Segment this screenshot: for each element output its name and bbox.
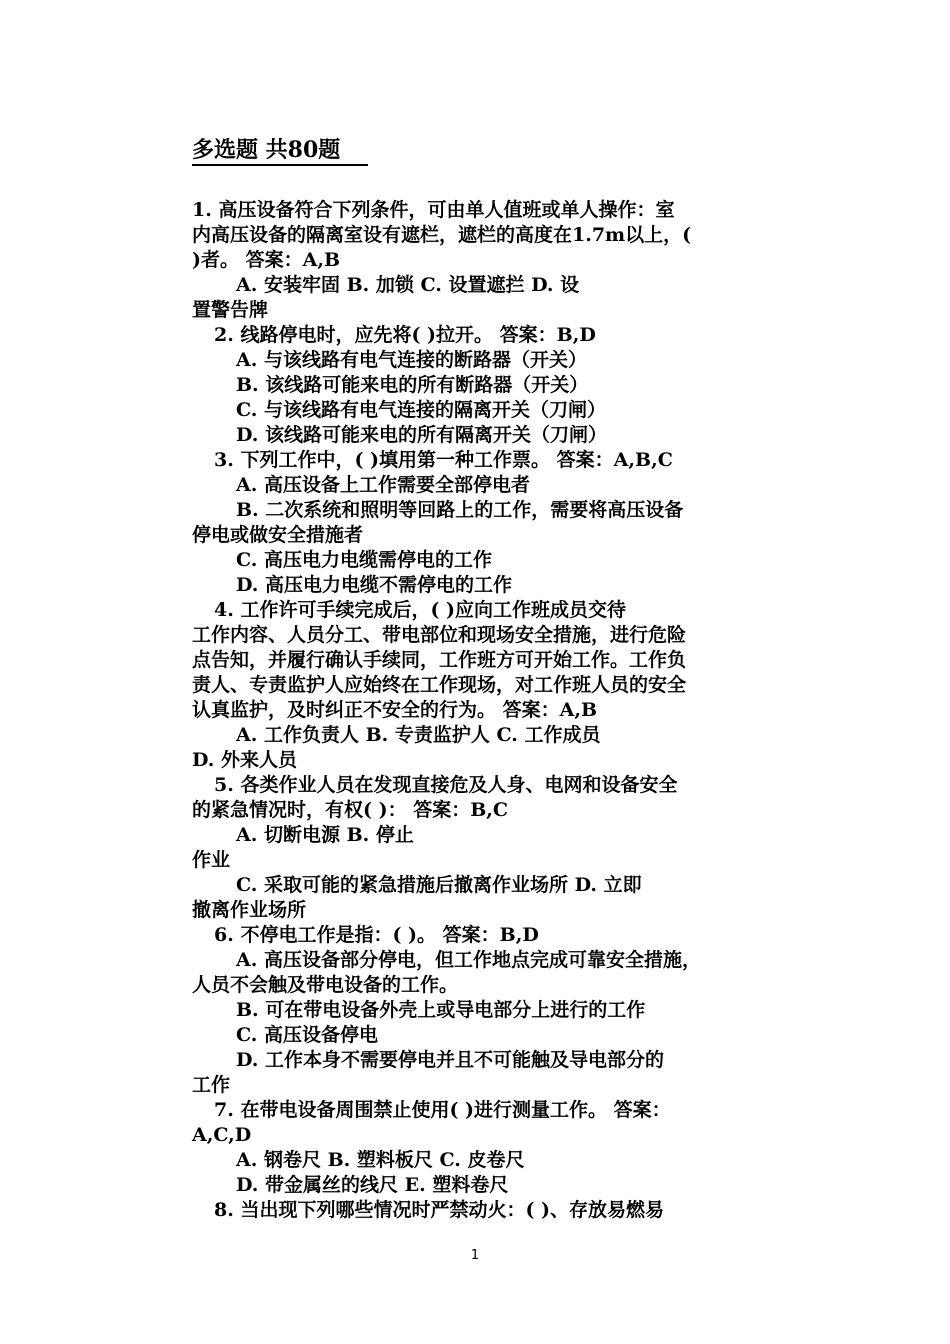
text-line: D. 该线路可能来电的所有隔离开关（刀闸）	[236, 424, 608, 446]
text-line: 撤离作业场所	[192, 899, 307, 921]
text-line: 工作内容、人员分工、带电部位和现场安全措施，进行危险	[192, 624, 687, 646]
text-line: 内高压设备的隔离室设有遮栏，遮栏的高度在1.7m以上，(	[192, 224, 692, 246]
text-line: 4. 工作许可手续完成后，( )应向工作班成员交待	[214, 599, 627, 621]
text-line: 6. 不停电工作是指：( )。 答案：B,D	[214, 924, 539, 946]
text-line: A. 高压设备上工作需要全部停电者	[236, 474, 530, 496]
section-heading: 多选题 共80题	[192, 137, 341, 163]
text-line: A,C,D	[192, 1124, 252, 1146]
text-line: 的紧急情况时，有权( )： 答案：B,C	[192, 799, 509, 821]
text-line: C. 与该线路有电气连接的隔离开关（刀闸）	[236, 399, 607, 421]
text-line: 3. 下列工作中，( )填用第一种工作票。 答案：A,B,C	[214, 449, 673, 471]
page-number: 1	[470, 1248, 480, 1263]
text-line: A. 高压设备部分停电，但工作地点完成可靠安全措施，	[236, 949, 701, 971]
text-line: B. 可在带电设备外壳上或导电部分上进行的工作	[236, 999, 646, 1021]
text-line: 责人、专责监护人应始终在工作现场，对工作班人员的安全	[192, 674, 687, 696]
text-line: 8. 当出现下列哪些情况时严禁动火：( )、存放易燃易	[214, 1199, 665, 1221]
text-line: 5. 各类作业人员在发现直接危及人身、电网和设备安全	[214, 774, 678, 796]
text-line: B. 该线路可能来电的所有断路器（开关）	[236, 374, 589, 396]
text-line: 工作	[192, 1074, 231, 1096]
text-line: 认真监护，及时纠正不安全的行为。 答案：A,B	[192, 699, 598, 721]
text-line: B. 二次系统和照明等回路上的工作，需要将高压设备	[236, 499, 684, 521]
heading-underline	[192, 164, 368, 166]
text-line: D. 高压电力电缆不需停电的工作	[236, 574, 513, 596]
text-line: 2. 线路停电时，应先将( )拉开。 答案：B,D	[214, 324, 596, 346]
question-list	[192, 198, 772, 1223]
text-line: 置警告牌	[192, 299, 269, 321]
text-line: C. 高压设备停电	[236, 1024, 379, 1046]
text-line: A. 工作负责人 B. 专责监护人 C. 工作成员	[236, 724, 601, 746]
text-line: 点告知，并履行确认手续同，工作班方可开始工作。工作负	[192, 649, 687, 671]
text-line: A. 钢卷尺 B. 塑料板尺 C. 皮卷尺	[236, 1149, 525, 1171]
text-line: A. 切断电源 B. 停止	[236, 824, 414, 846]
text-line: C. 高压电力电缆需停电的工作	[236, 549, 493, 571]
text-line: )者。 答案：A,B	[192, 249, 341, 271]
text-line: 7. 在带电设备周围禁止使用( )进行测量工作。 答案：	[214, 1099, 671, 1121]
text-line: C. 采取可能的紧急措施后撤离作业场所 D. 立即	[236, 874, 642, 896]
text-line: A. 与该线路有电气连接的断路器（开关）	[236, 349, 587, 371]
text-line: 作业	[192, 849, 231, 871]
text-line: 1. 高压设备符合下列条件，可由单人值班或单人操作：室	[192, 199, 675, 221]
text-line: D. 工作本身不需要停电并且不可能触及导电部分的	[236, 1049, 665, 1071]
text-line: 人员不会触及带电设备的工作。	[192, 974, 459, 996]
text-line: A. 安装牢固 B. 加锁 C. 设置遮拦 D. 设	[236, 274, 580, 296]
text-line: 停电或做安全措施者	[192, 524, 364, 546]
text-line: D. 带金属丝的线尺 E. 塑料卷尺	[236, 1174, 509, 1196]
text-line: D. 外来人员	[192, 749, 298, 771]
